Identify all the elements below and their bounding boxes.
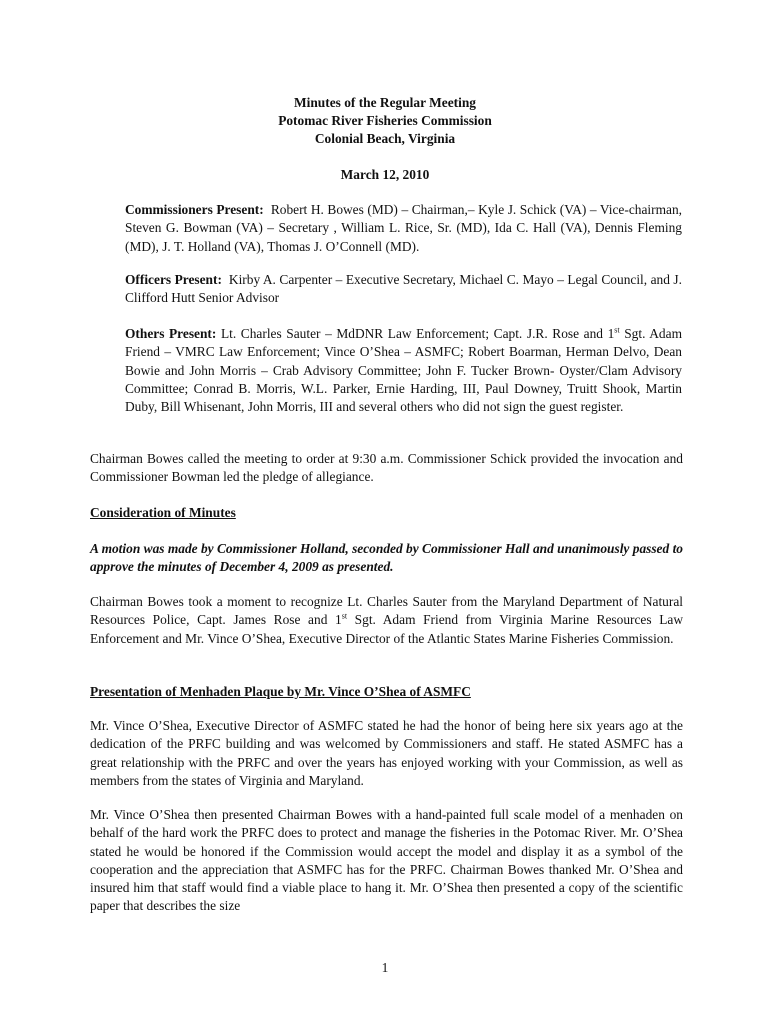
recognition-paragraph [90,593,683,648]
officers-present [125,271,682,308]
osheas-remarks-paragraph: Mr. Vince O’Shea, Executive Director of ASMFC stated he had the honor of being here six years ago at the dedication of the PRFC building and was welcomed by Commissioners and staff. He stated ASMFC has a great relationship with the PRFC and over the years has enjoyed working with your Commission, as well as members from the states of Virginia and Maryland. [90,718,683,788]
heading-menhaden-plaque: Presentation of Menhaden Plaque by Mr. Vince O’Shea of ASMFC [90,684,471,699]
motion-text: A motion was made by Commissioner Holland, seconded by Commissioner Hall and unanimously passed to approve the minutes of December 4, 2009 as presented. [90,541,683,575]
presentation-paragraph: Mr. Vince O’Shea then presented Chairman Bowes with a hand-painted full scale model of a menhaden on behalf of the hard work the PRFC does to protect and manage the fisheries in the Potomac River. Mr. O’Shea stated he would be honored if the Commission would accept the model and display it as a symbol of the cooperation and the appreciation that ASMFC has for the PRFC. Chairman Bowes thanked Mr. O’Shea and insured him that staff would find a viable place to hang it. Mr. O’Shea then presented a copy of the scientific paper that describes the size [90,807,683,914]
call-to-order: Chairman Bowes called the meeting to order at 9:30 a.m. Commissioner Schick provided the invocation and Commissioner Bowman led the pledge of allegiance. [90,451,683,485]
officers-label: Officers Present: [125,272,222,287]
officers-text: Kirby A. Carpenter – Executive Secretary, Michael C. Mayo – Legal Council, and J. Clifford Hutt Senior Advisor [125,272,682,306]
others-present [125,325,682,416]
title-line-3: Colonial Beach, Virginia [314,131,456,146]
others-label: Others Present: [125,326,217,341]
heading-consideration-of-minutes: Consideration of Minutes [90,505,236,520]
page-number: 1 [381,960,389,975]
others-sup: st [614,325,620,335]
commissioners-text: Robert H. Bowes (MD) – Chairman,– Kyle J. Schick (VA) – Vice-chairman, Steven G. Bowman (VA) – Secretary , William L. Rice, Sr. (MD), Ida C. Hall (VA), Dennis Fleming (MD), J. T. Holland (VA), Thomas J. O’Connell (MD). [125,202,682,254]
title-line-2: Potomac River Fisheries Commission [278,113,492,128]
document-title [0,94,770,148]
others-text-b: Sgt. Adam Friend – VMRC Law Enforcement; Vince O’Shea – ASMFC; Robert Boarman, Herman Delvo, Dean Bowie and John Morris – Crab Advisory Committee; John F. Tucker Brown- Oyster/Clam Advisory Committee; Conrad B. Morris, W.L. Parker, Ernie Harding, III, Paul Downey, Truitt Shook, Martin Duby, Bill Whisenant, John Morris, III and several others who did not sign the guest register. [125,326,682,415]
meeting-date: March 12, 2010 [340,167,430,182]
title-line-1: Minutes of the Regular Meeting [294,95,476,110]
others-text-a: Lt. Charles Sauter – MdDNR Law Enforcement; Capt. J.R. Rose and 1 [220,326,615,341]
recognition-text-b: Sgt. Adam Friend from Virginia Marine Resources Law Enforcement and Mr. Vince O’Shea, Executive Director of the Atlantic States Marine Fisheries Commission. [90,612,683,646]
commissioners-present [125,201,682,256]
recognition-sup: st [341,611,348,621]
recognition-text-a: Chairman Bowes took a moment to recognize Lt. Charles Sauter from the Maryland Department of Natural Resources Police, Capt. James Rose and 1 [90,594,683,628]
commissioners-label: Commissioners Present: [125,202,264,217]
